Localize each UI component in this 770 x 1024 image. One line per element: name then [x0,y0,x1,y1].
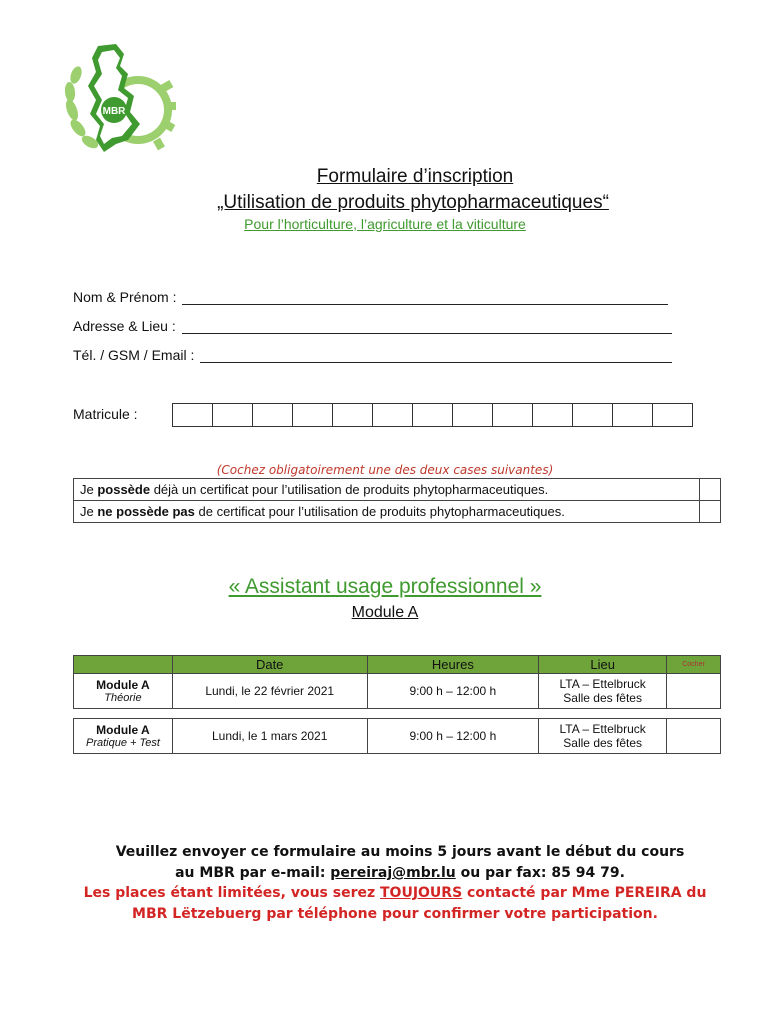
name-field [73,289,668,305]
certificate-table [73,478,721,523]
schedule-table-practice [73,718,721,754]
contact-input-line[interactable] [200,348,672,363]
email-link[interactable]: pereiraj@mbr.lu [330,865,456,881]
name-label: Nom & Prénom : [73,289,177,305]
name-input-line[interactable] [182,290,668,305]
certificate-checkbox-hasnot[interactable] [700,501,721,523]
certificate-option-has [74,479,721,501]
module-title: « Assistant usage professionnel » [228,575,542,598]
matricule-boxes [172,403,693,427]
schedule-header-date: Date [172,656,367,674]
matricule-box[interactable] [293,404,333,426]
schedule-module-name: Module A Pratique + Test [74,719,173,754]
certificate-option-text: Je possède déjà un certificat pour l’utilisation de produits phytopharmaceutiques. [74,479,700,501]
schedule-hours: 9:00 h – 12:00 h [367,674,539,709]
schedule-checkbox[interactable] [667,674,721,709]
matricule-box[interactable] [413,404,453,426]
matricule-box[interactable] [493,404,533,426]
schedule-checkbox[interactable] [667,719,721,754]
matricule-box[interactable] [213,404,253,426]
schedule-date: Lundi, le 1 mars 2021 [172,719,367,754]
footer-instructions: Veuillez envoyer ce formulaire au moins 5 jours avant le début du cours au MBR par e-mail: pereiraj@mbr.lu ou par fax: 85 94 79. [115,844,685,881]
matricule-box[interactable] [653,404,692,426]
matricule-box[interactable] [613,404,653,426]
matricule-box[interactable] [253,404,293,426]
schedule-place: LTA – Ettelbruck Salle des fêtes [539,719,667,754]
contact-label: Tél. / GSM / Email : [73,347,195,363]
contact-field [73,347,672,363]
module-subtitle: Module A [351,604,419,621]
form-subtitle: Pour l’horticulture, l’agriculture et la viticulture [244,216,526,232]
schedule-row [74,719,721,754]
schedule-module-name: Module A Théorie [74,674,173,709]
schedule-row [74,674,721,709]
schedule-date: Lundi, le 22 février 2021 [172,674,367,709]
address-label: Adresse & Lieu : [73,318,176,334]
matricule-box[interactable] [173,404,213,426]
form-title-product: „Utilisation de produits phytopharmaceutiques“ [217,192,609,213]
schedule-header-row [74,656,721,674]
schedule-header-place: Lieu [539,656,667,674]
schedule-header-hours: Heures [367,656,539,674]
logo-text: MBR [102,106,126,117]
matricule-box[interactable] [333,404,373,426]
certificate-checkbox-has[interactable] [700,479,721,501]
footer-notice: Les places étant limitées, vous serez TOUJOURS contacté par Mme PEREIRA du MBR Lëtzebuerg par téléphone pour confirmer votre participation. [83,885,707,922]
address-input-line[interactable] [182,319,672,334]
schedule-hours: 9:00 h – 12:00 h [367,719,539,754]
schedule-header-check: Cocher [667,656,721,674]
mbr-logo [58,40,178,164]
certificate-note: (Cochez obligatoirement une des deux cases suivantes) [216,463,554,477]
schedule-header-empty [74,656,173,674]
form-title: Formulaire d’inscription [316,166,514,187]
matricule-box[interactable] [573,404,613,426]
certificate-option-hasnot [74,501,721,523]
address-field [73,318,672,334]
matricule-box[interactable] [373,404,413,426]
matricule-box[interactable] [533,404,573,426]
certificate-option-text: Je ne possède pas de certificat pour l’utilisation de produits phytopharmaceutiques. [74,501,700,523]
matricule-box[interactable] [453,404,493,426]
schedule-table-theory [73,655,721,709]
schedule-place: LTA – Ettelbruck Salle des fêtes [539,674,667,709]
matricule-label: Matricule : [73,406,138,422]
